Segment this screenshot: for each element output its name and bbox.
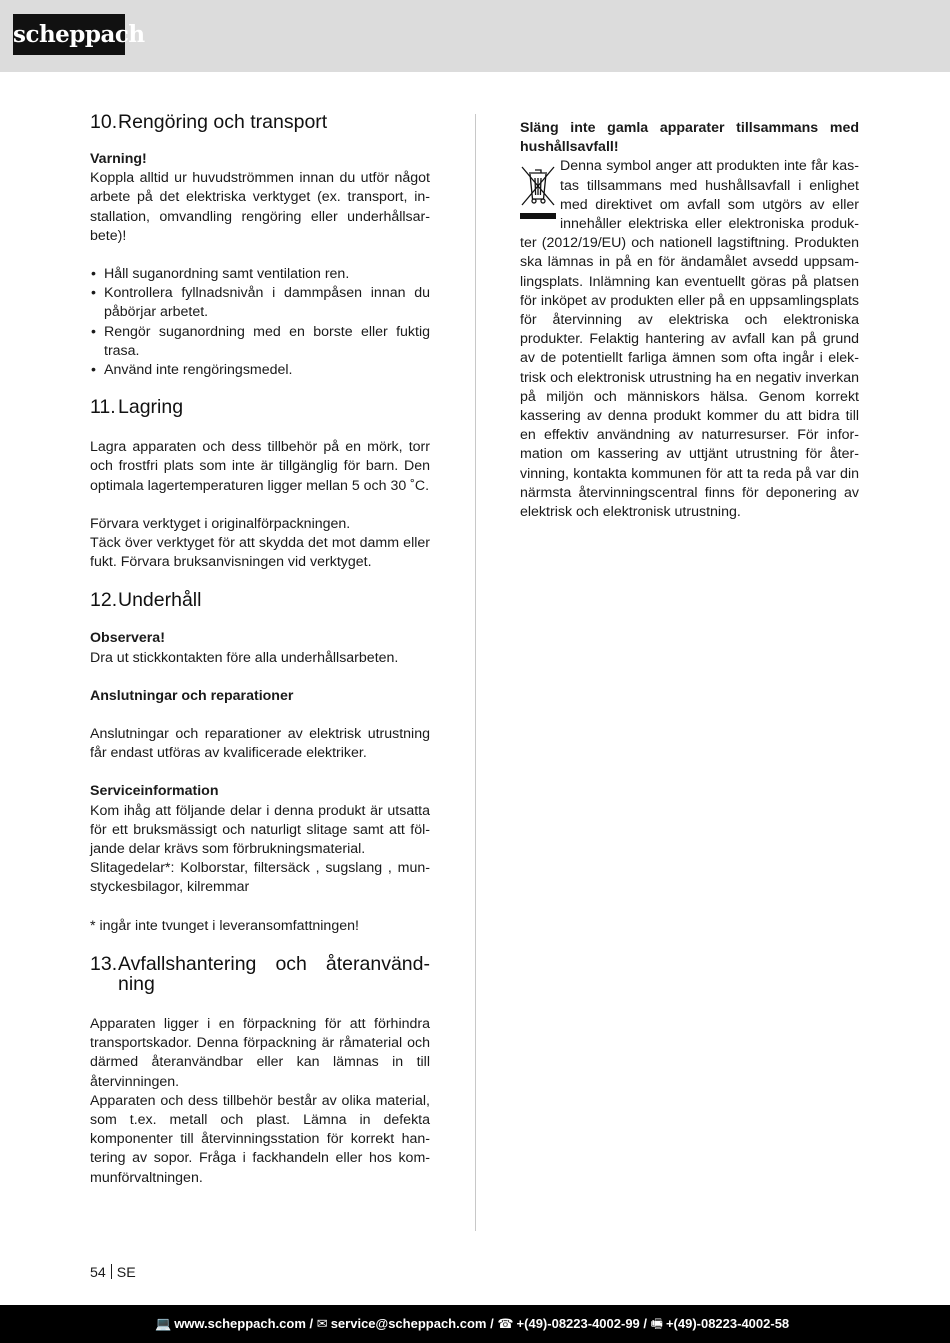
crossed-out-wheelie-bin-icon xyxy=(520,159,556,221)
cleaning-list xyxy=(90,265,430,380)
wear-parts-text: Slitagedelar*: Kolborstar, filtersäck , sugslang , munstyckesbilagor, kilremmar xyxy=(90,860,430,896)
separator xyxy=(111,1264,112,1279)
section-number: 11. xyxy=(90,396,116,419)
section-title: Rengöring och transport xyxy=(118,111,328,133)
section-number: 12. xyxy=(90,589,118,612)
website-link[interactable]: www.scheppach.com xyxy=(174,1316,306,1331)
right-column xyxy=(520,119,859,522)
section-13-heading xyxy=(90,954,430,994)
service-label: Serviceinformation xyxy=(90,783,219,800)
mail-icon: ✉ xyxy=(316,1316,328,1331)
section-number: 13. xyxy=(90,952,118,975)
language-code: SE xyxy=(116,1265,136,1281)
list-item: • Kontrollera fyllnadsnivån i dammpåsen innan du påbörjar arbetet. xyxy=(90,284,430,322)
fax-icon: 🖷 xyxy=(650,1316,663,1331)
connections-label: Anslutningar och reparationer xyxy=(90,687,294,704)
separator: / xyxy=(309,1316,314,1331)
observe-text: Dra ut stickkontakten före alla underhållsarbeten. xyxy=(90,649,399,666)
weee-block xyxy=(520,157,859,522)
page-footer xyxy=(0,1305,950,1343)
fax-number[interactable]: +(49)-08223-4002-58 xyxy=(665,1316,790,1331)
section-title: Avfallshantering och återanvändning xyxy=(118,952,430,995)
storage-paragraph: Lagra apparaten och dess tillbehör på en mörk, torr och frostfri plats som inte är tillgänglig för barn. Den optimala lagertemperaturen ligger mellan 5 och 30 ˚C. xyxy=(90,439,430,494)
phone-number[interactable]: +(49)-08223-4002-99 xyxy=(516,1316,640,1331)
weee-text: Denna symbol anger att produkten inte får kastas tillsammans med hushållsavfall i enlighet med direktivet om avfall som utgörs av eller innehåller elektriska eller elektroniska produkter (2012/19/EU) och nationell lagstiftning. Produkten ska lämnas in på en för ändamålet avsedd uppsamlingsplats. Inlämning kan eventuellt göras på platsen för inköpet av produkten eller på en uppsamlingsplats för återvinning av elektriska och elektroniska produkter. Felaktig hantering av avfall kan på grund av de potentiellt farliga ämnen som ofta ingår i elektrisk och elektronisk utrustning ha en negativ inverkan på miljön och människors hälsa. Genom korrekt kassering av denna produkt kommer du att bidra till en effektiv användning av naturresurser. För information om kassering av uttjänt utrustning för återvinning, kontakta kommunen för att ta reda på var din närmsta återvinningscentral finns för deponering av elektrisk och elektronisk utrustning. xyxy=(520,158,859,521)
page-number xyxy=(90,1264,136,1281)
page-header xyxy=(0,0,950,72)
section-11-heading xyxy=(90,397,430,417)
separator: / xyxy=(490,1316,494,1331)
storage-paragraph: Täck över verktyget för att skydda det mot damm eller fukt. Förvara bruksanvisningen vid verktyget. xyxy=(90,535,430,571)
section-10-heading xyxy=(90,112,430,132)
page-number-value: 54 xyxy=(90,1265,106,1281)
computer-icon: 💻 xyxy=(155,1316,172,1331)
section-title: Underhåll xyxy=(118,589,202,612)
connections-text: Anslutningar och reparationer av elektrisk utrustning får endast utföras av kvalificerade elektriker. xyxy=(90,726,430,762)
disposal-paragraph: Apparaten och dess tillbehör består av olika material, som t.ex. metall och plast. Lämna in defekta komponenter till återvinningsstation för korrekt hantering av sopor. Fråga i fackhandeln eller hos kommunförvaltningen. xyxy=(90,1092,430,1186)
phone-icon: ☎ xyxy=(497,1316,514,1331)
list-item: • Håll suganordning samt ventilation ren. xyxy=(90,265,430,284)
separator: / xyxy=(643,1316,648,1331)
section-number: 10. xyxy=(90,111,118,133)
warning-text: Koppla alltid ur huvudströmmen innan du utför något arbete på det elektriska verktyget (ex. transport, installation, omvandling rengöring eller underhållsarbete)! xyxy=(90,170,430,244)
section-12-heading xyxy=(90,590,430,610)
disposal-warning-title: Släng inte gamla apparater tillsammans med hushållsavfall! xyxy=(520,120,859,156)
service-text: Kom ihåg att följande delar i denna produkt är utsatta för ett bruksmässigt och naturligt slitage samt att följande delar krävs som förbrukningsmaterial. xyxy=(90,802,430,858)
column-divider xyxy=(475,114,476,1231)
list-item: • Använd inte rengöringsmedel. xyxy=(90,361,430,380)
disposal-paragraph: Apparaten ligger i en förpackning för att förhindra transportskador. Denna förpackning är råmaterial och därmed återanvändbar eller kan lämnas in till återvinningen. xyxy=(90,1015,430,1090)
left-column xyxy=(90,112,430,1188)
storage-paragraph: Förvara verktyget i originalförpackningen. xyxy=(90,515,351,532)
warning-label: Varning! xyxy=(90,151,147,167)
section-title: Lagring xyxy=(118,396,184,419)
observe-label: Observera! xyxy=(90,630,165,647)
brand-logo[interactable]: scheppach xyxy=(13,14,125,55)
list-item: • Rengör suganordning med en borste eller fuktig trasa. xyxy=(90,323,430,361)
email-link[interactable]: service@scheppach.com xyxy=(330,1316,487,1331)
footnote: * ingår inte tvunget i leveransomfattningen! xyxy=(90,917,359,934)
